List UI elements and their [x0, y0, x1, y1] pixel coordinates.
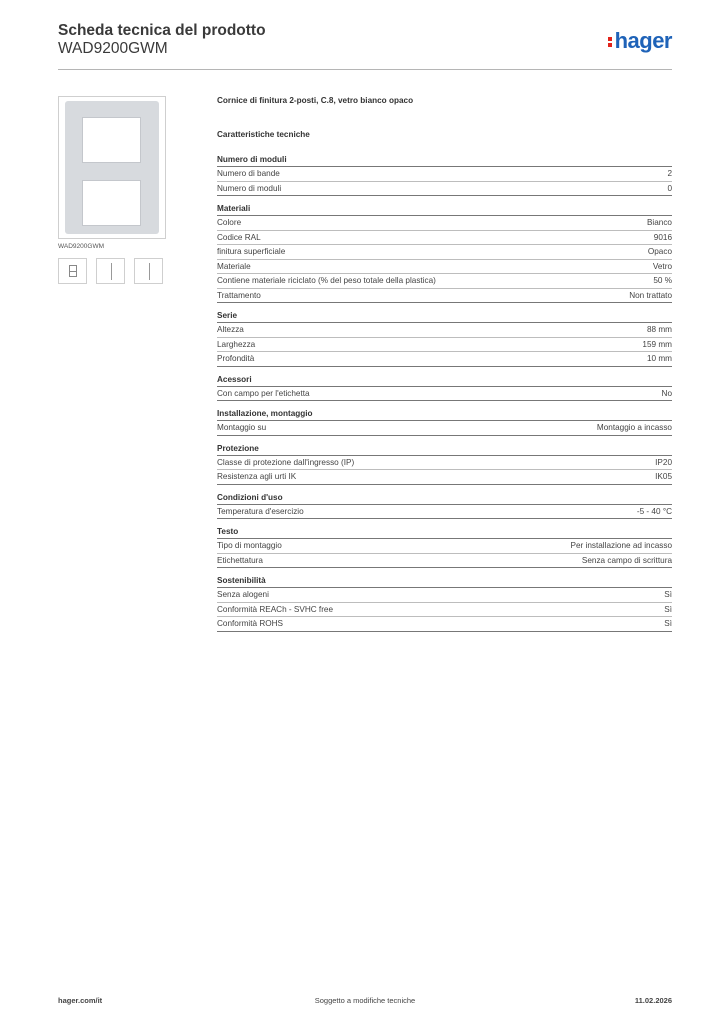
- spec-row: [217, 470, 672, 485]
- spec-label: Con campo per l'etichetta: [217, 388, 310, 398]
- spec-section: [217, 374, 672, 402]
- thumbnail-strip: [58, 258, 168, 284]
- spec-row: [217, 352, 672, 367]
- spec-label: Altezza: [217, 325, 244, 334]
- spec-value: No: [661, 388, 672, 398]
- section-title: Testo: [217, 526, 672, 539]
- image-caption: WAD9200GWM: [58, 243, 104, 250]
- spec-value: Sì: [664, 590, 672, 599]
- frame-slot-bottom: [82, 180, 141, 226]
- spec-value: 88 mm: [646, 325, 672, 334]
- spec-row: [217, 260, 672, 275]
- spec-row: [217, 588, 672, 603]
- spec-label: Profondità: [217, 354, 255, 363]
- spec-row: [217, 456, 672, 471]
- footer-notice: Soggetto a modifiche tecniche: [314, 996, 416, 1005]
- section-title: Protezione: [217, 443, 672, 456]
- spec-value: 9016: [653, 232, 672, 242]
- spec-label: Senza alogeni: [217, 590, 269, 599]
- spec-value: Senza campo di scrittura: [581, 555, 672, 565]
- product-image: [58, 96, 166, 239]
- spec-row: [217, 167, 672, 182]
- spec-value: -5 - 40 °C: [636, 506, 672, 516]
- spec-label: finitura superficiale: [217, 247, 286, 256]
- spec-row: [217, 554, 672, 569]
- footer-date: 11.02.2026: [634, 996, 672, 1005]
- spec-value: Sì: [664, 619, 672, 628]
- side-profile-thumb-icon[interactable]: [134, 258, 163, 284]
- spec-value: IP20: [655, 457, 672, 467]
- spec-row: [217, 617, 672, 632]
- spec-row: [217, 421, 672, 436]
- spec-label: Colore: [217, 218, 242, 227]
- section-title: Sostenibilità: [217, 575, 672, 588]
- page-footer: [58, 996, 672, 1010]
- spec-section: [217, 526, 672, 568]
- side-profile-thumb-icon[interactable]: [96, 258, 125, 284]
- spec-label: Codice RAL: [217, 232, 261, 242]
- spec-heading: Caratteristiche tecniche: [217, 130, 310, 139]
- spec-label: Etichettatura: [217, 555, 263, 565]
- frame-slot-top: [82, 117, 141, 163]
- section-title: Numero di moduli: [217, 154, 672, 167]
- spec-section: [217, 408, 672, 436]
- spec-label: Materiale: [217, 261, 251, 271]
- spec-label: Tipo di montaggio: [217, 541, 282, 550]
- spec-row: [217, 505, 672, 520]
- spec-row: [217, 539, 672, 554]
- spec-row: [217, 603, 672, 618]
- spec-label: Larghezza: [217, 339, 256, 349]
- spec-label: Classe di protezione dall'ingresso (IP): [217, 457, 355, 467]
- page-header: [58, 22, 672, 70]
- spec-value: 50 %: [653, 276, 672, 285]
- spec-row: [217, 338, 672, 353]
- spec-value: Opaco: [647, 247, 672, 256]
- spec-sections: [217, 154, 672, 632]
- spec-value: Montaggio a incasso: [596, 423, 672, 432]
- spec-value: 2: [667, 169, 672, 178]
- section-title: Condizioni d'uso: [217, 492, 672, 505]
- spec-content: [217, 96, 672, 639]
- logo-dots-icon: [608, 35, 612, 49]
- frame-thumb-icon[interactable]: [58, 258, 87, 284]
- spec-value: Per installazione ad incasso: [570, 541, 672, 550]
- spec-label: Trattamento: [217, 290, 261, 300]
- spec-row: [217, 231, 672, 246]
- section-title: Acessori: [217, 374, 672, 387]
- spec-label: Temperatura d'esercizio: [217, 506, 304, 516]
- spec-value: Non trattato: [629, 290, 672, 300]
- spec-label: Conformità REACh - SVHC free: [217, 604, 334, 614]
- spec-section: [217, 203, 672, 303]
- spec-label: Conformità ROHS: [217, 619, 283, 628]
- spec-row: [217, 289, 672, 304]
- spec-label: Montaggio su: [217, 423, 267, 432]
- spec-label: Numero di bande: [217, 169, 280, 178]
- document-title: Scheda tecnica del prodotto: [58, 22, 266, 39]
- product-code: WAD9200GWM: [58, 40, 168, 57]
- product-media: [58, 96, 168, 284]
- spec-value: Sì: [664, 604, 672, 614]
- spec-section: [217, 310, 672, 367]
- logo-text: hager: [614, 28, 672, 53]
- spec-section: [217, 575, 672, 632]
- spec-section: [217, 492, 672, 520]
- spec-row: [217, 216, 672, 231]
- spec-label: Numero di moduli: [217, 183, 282, 193]
- footer-website: hager.com/it: [58, 996, 103, 1005]
- spec-row: [217, 245, 672, 260]
- section-title: Installazione, montaggio: [217, 408, 672, 421]
- spec-value: IK05: [655, 472, 672, 481]
- spec-value: 159 mm: [642, 339, 672, 349]
- spec-row: [217, 387, 672, 402]
- spec-row: [217, 182, 672, 197]
- spec-row: [217, 323, 672, 338]
- hager-logo: [608, 28, 672, 54]
- spec-value: 0: [667, 183, 672, 193]
- spec-label: Resistenza agli urti IK: [217, 472, 297, 481]
- spec-section: [217, 443, 672, 485]
- spec-label: Contiene materiale riciclato (% del peso totale della plastica): [217, 276, 436, 285]
- spec-value: 10 mm: [646, 354, 672, 363]
- product-description: Cornice di finitura 2-posti, C.8, vetro bianco opaco: [217, 96, 414, 105]
- spec-row: [217, 274, 672, 289]
- section-title: Materiali: [217, 203, 672, 216]
- spec-value: Bianco: [646, 218, 672, 227]
- section-title: Serie: [217, 310, 672, 323]
- frame-icon: [65, 101, 159, 234]
- spec-value: Vetro: [652, 261, 672, 271]
- spec-section: [217, 154, 672, 196]
